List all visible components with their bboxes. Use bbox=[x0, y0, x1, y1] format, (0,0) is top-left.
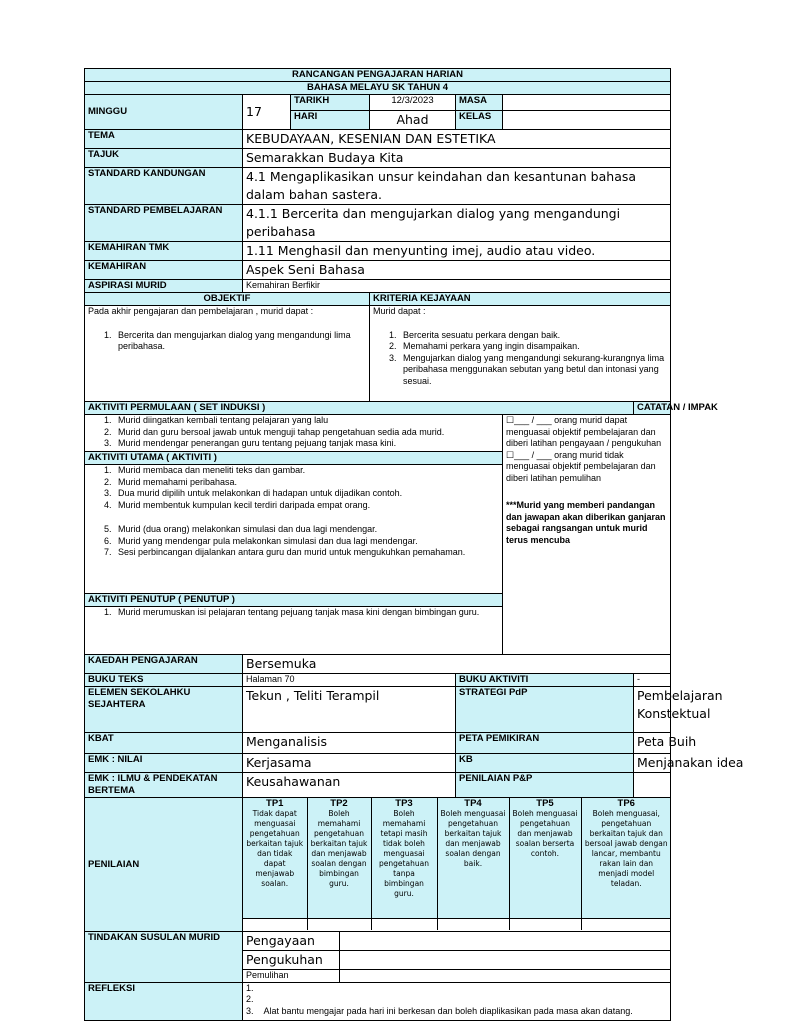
lesson-plan-sheet bbox=[84, 68, 744, 1021]
minggu-value: 17 bbox=[243, 95, 291, 130]
permulaan-item: 1. Murid diingatkan kembali tentang pelajaran yang lalu bbox=[114, 415, 499, 427]
tp-mark-cell[interactable] bbox=[437, 918, 509, 930]
kb-label: KB bbox=[456, 754, 634, 773]
tindakan-pengayaan: Pengayaan bbox=[243, 932, 339, 951]
kemahiran-label: KEMAHIRAN bbox=[85, 261, 243, 280]
standard-kandungan-value: 4.1 Mengaplikasikan unsur keindahan dan kesantunan bahasa dalam bahan sastera. bbox=[243, 168, 671, 205]
catatan-heading-cell bbox=[634, 402, 718, 415]
objektif-body bbox=[85, 306, 370, 402]
strategi-label: STRATEGI PdP bbox=[456, 687, 634, 733]
penilaian-pp-label: PENILAIAN P&P bbox=[456, 773, 634, 798]
emk-ilmu-label: EMK : ILMU & PENDEKATAN BERTEMA bbox=[85, 773, 243, 798]
emk-nilai-value: Kerjasama bbox=[243, 754, 456, 773]
kbat-value: Menganalisis bbox=[243, 733, 456, 754]
buku-teks-value: Halaman 70 bbox=[243, 674, 456, 687]
strategi-value-text: Pembelajaran Konstektual bbox=[637, 688, 723, 721]
permulaan-item: 2. Murid dan guru bersoal jawab untuk menguji tahap pengetahuan sedia ada murid. bbox=[114, 427, 499, 439]
tp-col bbox=[437, 798, 509, 918]
kb-value: Menjanakan idea bbox=[637, 755, 744, 770]
catatan-body bbox=[503, 415, 671, 655]
tp-col bbox=[307, 798, 371, 918]
tema-value: KEBUDAYAAN, KESENIAN DAN ESTETIKA bbox=[243, 130, 671, 149]
tarikh-value: 12/3/2023 bbox=[370, 95, 456, 111]
masa-value bbox=[503, 95, 671, 111]
utama-item: 5. Murid (dua orang) melakonkan simulasi dan dua lagi mendengar. bbox=[114, 524, 499, 536]
standard-kandungan-label: STANDARD KANDUNGAN bbox=[85, 168, 243, 205]
kemahiran-value: Aspek Seni Bahasa bbox=[243, 261, 671, 280]
objektif-intro: Pada akhir pengajaran dan pembelajaran , murid dapat : bbox=[88, 306, 314, 316]
tindakan-cell bbox=[243, 932, 671, 983]
masa-label: MASA bbox=[456, 95, 503, 111]
aspirasi-value: Kemahiran Berfikir bbox=[243, 280, 671, 293]
kaedah-label: KAEDAH PENGAJARAN bbox=[85, 655, 243, 674]
catatan-heading: CATATAN / IMPAK bbox=[637, 402, 718, 413]
activities-table bbox=[85, 415, 502, 651]
kriteria-body bbox=[370, 306, 671, 402]
permulaan-item: 3. Murid mendengar penerangan guru tentang pejuang tanjak masa kini. bbox=[114, 438, 499, 450]
catatan-text-2: ☐___ / ___ orang murid tidak menguasai objektif pembelajaran dan diberi latihan pemulihan bbox=[506, 449, 656, 483]
title-line1: RANCANGAN PENGAJARAN HARIAN bbox=[85, 69, 671, 82]
tindakan-table bbox=[243, 932, 670, 982]
permulaan-heading: AKTIVITI PERMULAAN ( SET INDUKSI ) bbox=[85, 402, 634, 415]
hari-value: Ahad bbox=[370, 111, 456, 130]
utama-item: 3. Dua murid dipilih untuk melakonkan di hadapan untuk dijadikan contoh. bbox=[114, 488, 499, 500]
tajuk-value: Semarakkan Budaya Kita bbox=[243, 149, 671, 168]
objektif-heading: OBJEKTIF bbox=[85, 293, 370, 306]
tindakan-label: TINDAKAN SUSULAN MURID bbox=[85, 932, 243, 983]
refleksi-line-2: 2. bbox=[246, 994, 254, 1004]
permulaan-body bbox=[85, 415, 502, 452]
refleksi-line-1: 1. bbox=[246, 982, 254, 993]
kriteria-intro: Murid dapat : bbox=[373, 306, 426, 316]
standard-pembelajaran-value: 4.1.1 Bercerita dan mengujarkan dialog yang mengandungi peribahasa bbox=[243, 205, 671, 242]
utama-item: 6. Murid yang mendengar pula melakonkan simulasi dan dua lagi mendengar. bbox=[114, 536, 499, 548]
utama-item: 1. Murid membaca dan meneliti teks dan gambar. bbox=[114, 465, 499, 477]
tarikh-label: TARIKH bbox=[291, 95, 370, 111]
elemen-value: Tekun , Teliti Terampil bbox=[243, 687, 456, 733]
hari-label: HARI bbox=[291, 111, 370, 130]
kemahiran-tmk-value: 1.11 Menghasil dan menyunting imej, audio atau video. bbox=[243, 242, 671, 261]
tema-label: TEMA bbox=[85, 130, 243, 149]
utama-item: 4. Murid membentuk kumpulan kecil terdiri daripada empat orang. bbox=[114, 500, 499, 512]
utama-body bbox=[85, 465, 502, 594]
tp-name: TP1 bbox=[266, 798, 284, 809]
kelas-value bbox=[503, 111, 671, 130]
emk-nilai-label: EMK : NILAI bbox=[85, 754, 243, 773]
penutup-body bbox=[85, 607, 502, 652]
tajuk-label: TAJUK bbox=[85, 149, 243, 168]
tp-desc: Boleh menguasai pengetahuan berkaitan tajuk dan menjawab soalan dengan baik. bbox=[440, 809, 506, 868]
kriteria-item: 1. Bercerita sesuatu perkara dengan baik. bbox=[399, 330, 667, 342]
buku-teks-label: BUKU TEKS bbox=[85, 674, 243, 687]
catatan-text-1: ☐___ / ___ orang murid dapat menguasai objektif pembelajaran dan diberi latihan pengayaan / pengukuhan bbox=[506, 415, 662, 448]
kriteria-heading: KRITERIA KEJAYAAN bbox=[370, 293, 671, 306]
tindakan-pengukuhan: Pengukuhan bbox=[243, 951, 339, 970]
tp-name: TP5 bbox=[536, 798, 554, 809]
tindakan-pengukuhan-note[interactable] bbox=[339, 951, 670, 970]
utama-item: 2. Murid memahami peribahasa. bbox=[114, 477, 499, 489]
tp-desc: Boleh menguasai pengetahuan dan menjawab soalan berserta contoh. bbox=[512, 809, 578, 858]
objektif-item: 1. Bercerita dan mengujarkan dialog yang mengandungi lima peribahasa. bbox=[114, 330, 366, 353]
buku-aktiviti-label: BUKU AKTIVITI bbox=[456, 674, 634, 687]
tp-mark-cell[interactable] bbox=[243, 918, 307, 930]
tindakan-pemulihan: Pemulihan bbox=[243, 970, 339, 982]
tp-desc: Boleh memahami tetapi masih tidak boleh menguasai pengetahuan tanpa bimbingan guru. bbox=[379, 809, 429, 898]
tindakan-pemulihan-note[interactable] bbox=[339, 970, 670, 982]
standard-pembelajaran-label: STANDARD PEMBELAJARAN bbox=[85, 205, 243, 242]
utama-heading: AKTIVITI UTAMA ( AKTIVITI ) bbox=[85, 452, 502, 465]
peta-label: PETA PEMIKIRAN bbox=[456, 733, 634, 754]
peta-value-cell bbox=[634, 733, 697, 754]
tp-col bbox=[371, 798, 437, 918]
tp-cell bbox=[243, 798, 671, 932]
tindakan-pengayaan-note[interactable] bbox=[339, 932, 670, 951]
emk-ilmu-value: Keusahawanan bbox=[243, 773, 456, 798]
catatan-note: ***Murid yang memberi pandangan dan jawapan akan diberikan ganjaran sebagai rangsangan untuk murid terus mencuba bbox=[506, 500, 666, 545]
penilaian-label: PENILAIAN bbox=[85, 798, 243, 932]
peta-value: Peta Buih bbox=[637, 734, 697, 749]
penutup-heading: AKTIVITI PENUTUP ( PENUTUP ) bbox=[85, 594, 502, 607]
tp-col bbox=[243, 798, 307, 918]
tp-desc: Boleh memahami pengetahuan berkaitan tajuk dan menjawab soalan dengan bimbingan guru. bbox=[310, 809, 368, 888]
tp-name: TP3 bbox=[395, 798, 413, 809]
lesson-plan-table bbox=[84, 68, 744, 1021]
tp-name: TP2 bbox=[330, 798, 348, 809]
tp-mark-cell[interactable] bbox=[581, 918, 671, 930]
minggu-label: MINGGU bbox=[85, 95, 243, 130]
strategi-value bbox=[634, 687, 723, 733]
refleksi-body bbox=[243, 982, 671, 1020]
tp-mark-cell[interactable] bbox=[307, 918, 371, 930]
penilaian-pp-value bbox=[634, 773, 671, 798]
tp-name: TP4 bbox=[464, 798, 482, 809]
elemen-label: ELEMEN SEKOLAHKU SEJAHTERA bbox=[85, 687, 243, 733]
title-line2: BAHASA MELAYU SK TAHUN 4 bbox=[85, 82, 671, 95]
buku-aktiviti-value: - bbox=[634, 674, 671, 687]
kaedah-value: Bersemuka bbox=[243, 655, 671, 674]
aspirasi-label: ASPIRASI MURID bbox=[85, 280, 243, 293]
tp-mark-cell[interactable] bbox=[509, 918, 581, 930]
tp-name: TP6 bbox=[617, 798, 635, 809]
utama-item: 7. Sesi perbincangan dijalankan antara guru dan murid untuk mengukuhkan pemahaman. bbox=[114, 547, 499, 559]
kriteria-item: 2. Memahami perkara yang ingin disampaikan. bbox=[399, 341, 667, 353]
tp-mark-cell[interactable] bbox=[371, 918, 437, 930]
kbat-label: KBAT bbox=[85, 733, 243, 754]
refleksi-line-3: 3. Alat bantu mengajar pada hari ini berkesan dan boleh diaplikasikan pada masa akan datang. bbox=[246, 1005, 633, 1016]
penutup-item: 1. Murid merumuskan isi pelajaran tentang pejuang tanjak masa kini dengan bimbingan guru. bbox=[114, 607, 499, 619]
kelas-label: KELAS bbox=[456, 111, 503, 130]
tp-col bbox=[581, 798, 671, 918]
kriteria-item: 3. Mengujarkan dialog yang mengandungi sekurang-kurangnya lima peribahasa menggunakan sebutan yang betul dan intonasi yang sesuai. bbox=[399, 353, 667, 388]
refleksi-label: REFLEKSI bbox=[85, 982, 243, 1020]
tp-col bbox=[509, 798, 581, 918]
tp-desc: Tidak dapat menguasai pengetahuan berkaitan tajuk dan tidak dapat menjawab soalan. bbox=[246, 809, 304, 888]
tp-table bbox=[243, 798, 671, 930]
tp-desc: Boleh menguasai, pengetahuan berkaitan tajuk dan bersoal jawab dengan lancar, membantu rakan lain dan menjadi model teladan. bbox=[584, 809, 668, 888]
refleksi-item-3: Alat bantu mengajar pada hari ini berkesan dan boleh diaplikasikan pada masa akan datang. bbox=[263, 1005, 633, 1016]
activities-cell bbox=[85, 415, 503, 655]
kb-value-cell bbox=[634, 754, 744, 773]
kemahiran-tmk-label: KEMAHIRAN TMK bbox=[85, 242, 243, 261]
